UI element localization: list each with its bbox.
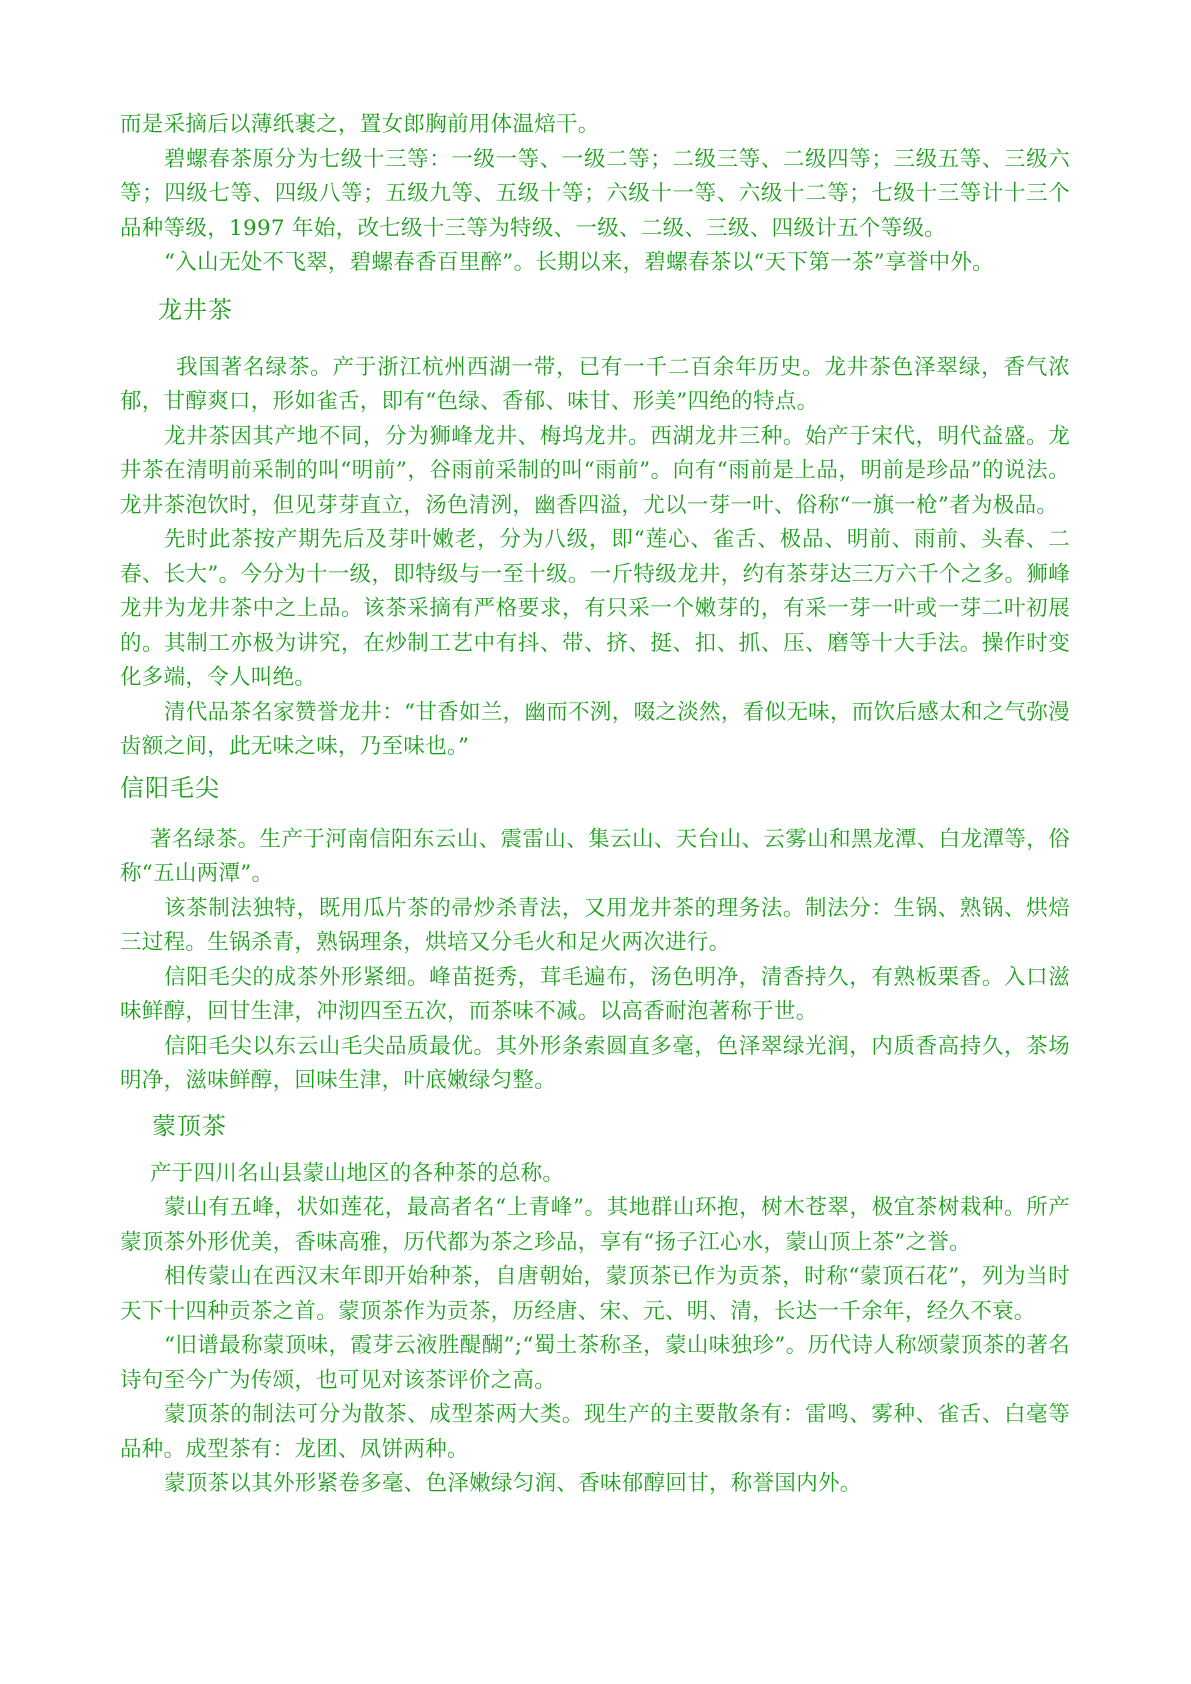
section-title-mengding: 蒙顶茶 xyxy=(152,1111,227,1140)
xinyang-paragraph-2: 该茶制法独特，既用瓜片茶的帚炒杀青法，又用龙井茶的理务法。制法分：生锅、熟锅、烘焙三过程。生锅杀青，熟锅理条，烘培又分毛火和足火两次进行。 xyxy=(120,895,1070,955)
longjing-paragraph-4: 清代品茶名家赞誉龙井：“甘香如兰，幽而不洌，啜之淡然，看似无味，而饮后感太和之气弥漫齿额之间，此无味之味，乃至味也。” xyxy=(120,699,1070,759)
mengding-paragraph-3: 相传蒙山在西汉末年即开始种茶，自唐朝始，蒙顶茶已作为贡茶，时称“蒙顶石花”，列为当时天下十四种贡茶之首。蒙顶茶作为贡茶，历经唐、宋、元、明、清，长达一千余年，经久不衰。 xyxy=(120,1264,1070,1324)
intro-paragraph-3: “入山无处不飞翠，碧螺春香百里醉”。长期以来，碧螺春茶以“天下第一茶”享誉中外。 xyxy=(164,250,994,275)
xinyang-paragraph-4: 信阳毛尖以东云山毛尖品质最优。其外形条索圆直多毫，色泽翠绿光润，内质香高持久，茶场明净，滋味鲜醇，回味生津，叶底嫩绿匀整。 xyxy=(120,1033,1070,1093)
mengding-paragraph-2: 蒙山有五峰，状如莲花，最高者名“上青峰”。其地群山环抱，树木苍翠，极宜茶树栽种。所产蒙顶茶外形优美，香味高雅，历代都为茶之珍品，享有“扬子江心水，蒙山顶上茶”之誉。 xyxy=(120,1195,1070,1255)
longjing-paragraph-3: 先时此茶按产期先后及芽叶嫩老，分为八级，即“莲心、雀舌、极品、明前、雨前、头春、二春、长大”。今分为十一级，即特级与一至十级。一斤特级龙井，约有茶芽达三万六千个之多。狮峰龙井为龙井茶中之上品。该茶采摘有严格要求，有只采一个嫩芽的，有采一芽一叶或一芽二叶初展的。其制工亦极为讲究，在炒制工艺中有抖、带、挤、挺、扣、抓、压、磨等十大手法。操作时变化多端，令人叫绝。 xyxy=(120,527,1070,690)
document-page xyxy=(120,108,1070,1502)
section-title-xinyang: 信阳毛尖 xyxy=(120,773,220,802)
mengding-paragraph-5: 蒙顶茶的制法可分为散茶、成型茶两大类。现生产的主要散条有：雷鸣、雾种、雀舌、白毫等品种。成型茶有：龙团、凤饼两种。 xyxy=(120,1402,1070,1462)
longjing-paragraph-1: 我国著名绿茶。产于浙江杭州西湖一带，已有一千二百余年历史。龙井茶色泽翠绿，香气浓郁，甘醇爽口，形如雀舌，即有“色绿、香郁、味甘、形美”四绝的特点。 xyxy=(120,354,1070,414)
mengding-paragraph-1: 产于四川名山县蒙山地区的各种茶的总称。 xyxy=(150,1160,565,1186)
intro-paragraph-2: 碧螺春茶原分为七级十三等：一级一等、一级二等；二级三等、二级四等；三级五等、三级六等；四级七等、四级八等；五级九等、五级十等；六级十一等、六级十二等；七级十三等计十三个品种等级，1997 年始，改七级十三等为特级、一级、二级、三级、四级计五个等级。 xyxy=(120,146,1070,241)
mengding-paragraph-6: 蒙顶茶以其外形紧卷多毫、色泽嫩绿匀润、香味郁醇回甘，称誉国内外。 xyxy=(164,1471,862,1496)
section-title-longjing: 龙井茶 xyxy=(158,295,233,324)
xinyang-paragraph-1: 著名绿茶。生产于河南信阳东云山、震雷山、集云山、天台山、云雾山和黑龙潭、白龙潭等，俗称“五山两潭”。 xyxy=(120,826,1070,886)
mengding-paragraph-4: “旧谱最称蒙顶味，霞芽云液胜醍醐”;“蜀土茶称圣，蒙山味独珍”。历代诗人称颂蒙顶茶的著名诗句至今广为传颂，也可见对该茶评价之高。 xyxy=(120,1333,1070,1393)
longjing-paragraph-2: 龙井茶因其产地不同，分为狮峰龙井、梅坞龙井。西湖龙井三种。始产于宋代，明代益盛。龙井茶在清明前采制的叫“明前”，谷雨前采制的叫“雨前”。向有“雨前是上品，明前是珍品”的说法。龙井茶泡饮时，但见芽芽直立，汤色清洌，幽香四溢，尤以一芽一叶、俗称“一旗一枪”者为极品。 xyxy=(120,423,1070,518)
xinyang-paragraph-3: 信阳毛尖的成茶外形紧细。峰苗挺秀，茸毛遍布，汤色明净，清香持久，有熟板栗香。入口滋味鲜醇，回甘生津，冲沏四至五次，而茶味不减。以高香耐泡著称于世。 xyxy=(120,964,1070,1024)
intro-paragraph-1: 而是采摘后以薄纸裹之，置女郎胸前用体温焙干。 xyxy=(120,112,600,137)
